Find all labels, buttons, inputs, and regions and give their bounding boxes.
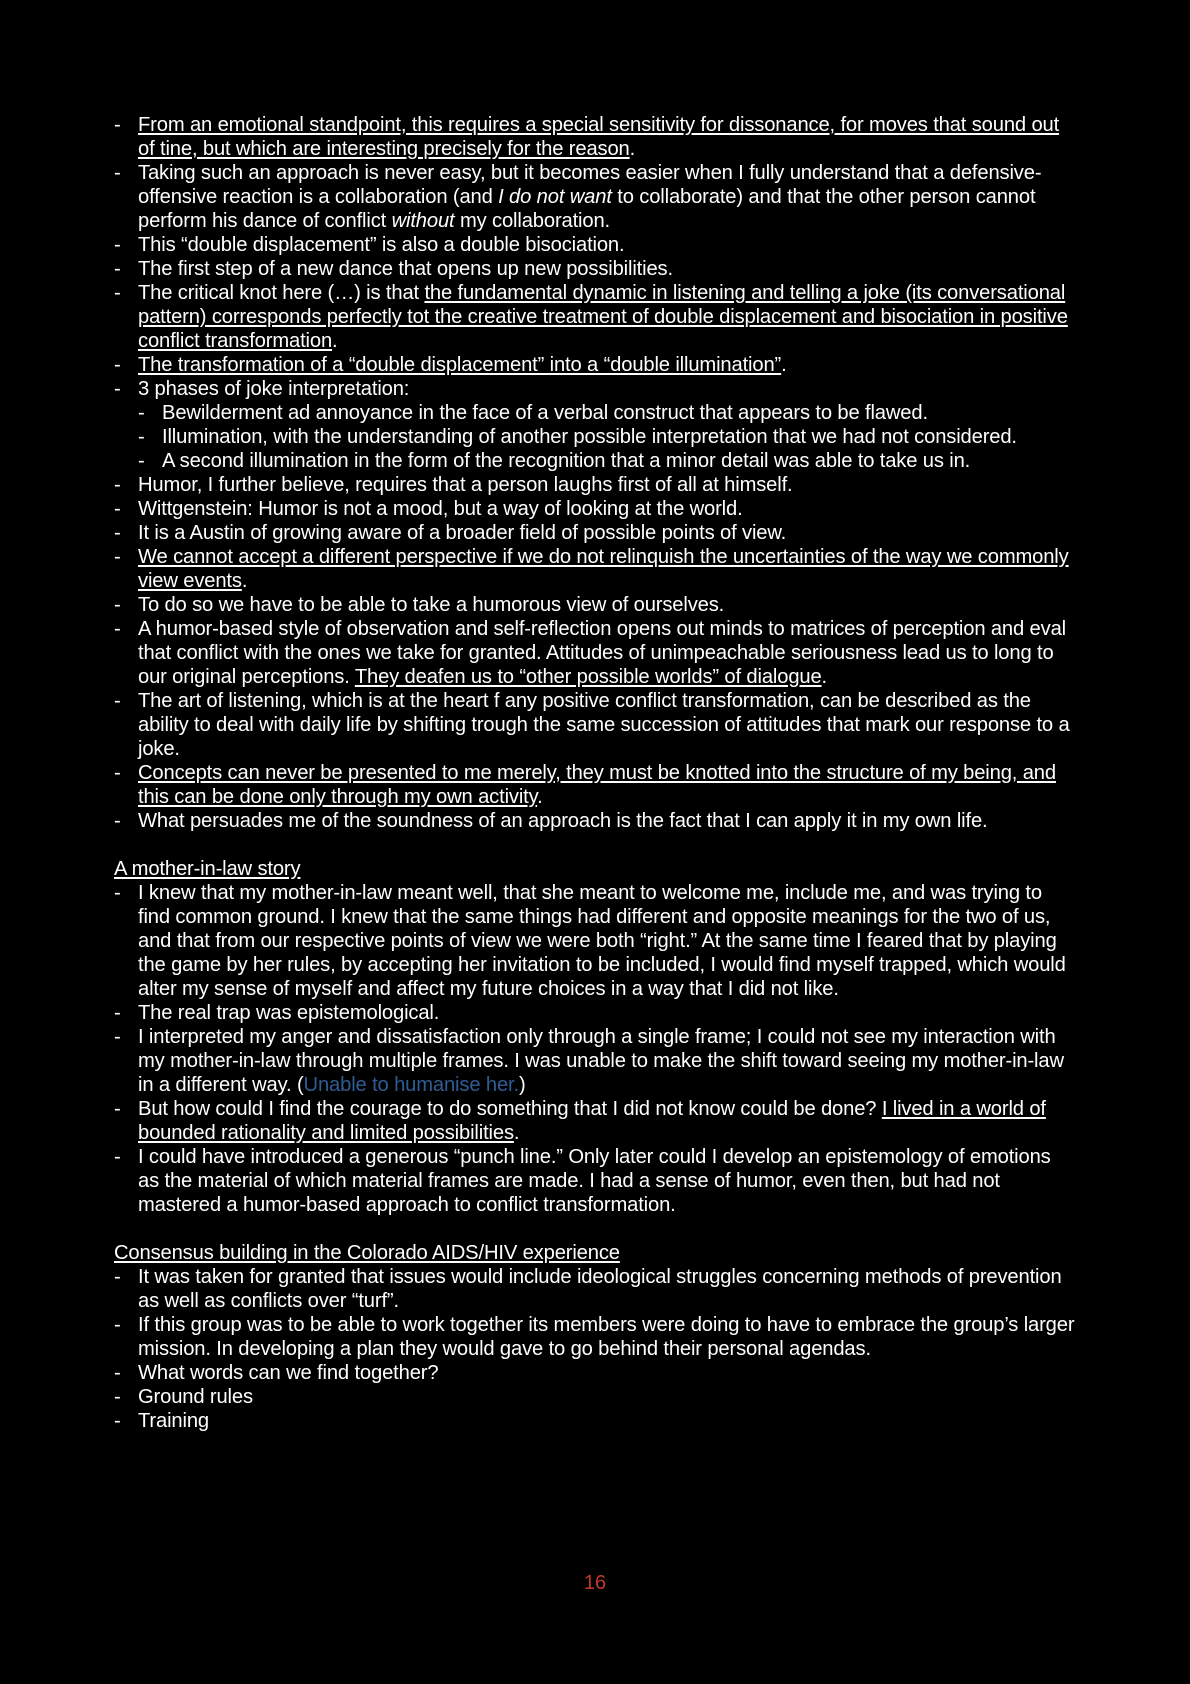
list-item (114, 377, 1076, 473)
list-item: - If this group was to be able to work together its members were doing to have to embrace the group’s larger mission. In developing a plan they would gave to go behind their personal agendas. (114, 1313, 1076, 1361)
underlined-text: I lived in a world of bounded rationality and limited possibilities (138, 1098, 1046, 1144)
list-item (114, 761, 1076, 809)
text: . (821, 666, 828, 688)
text: The first step of a new dance that opens up new possibilities. (138, 258, 673, 280)
list-item (114, 521, 1076, 545)
text: The art of listening, which is at the heart f any positive conflict transformation, can be described as the ability to deal with daily life by shifting trough the same succession of attitudes that mark our response to a joke. (138, 690, 1070, 760)
list-item (114, 1097, 1076, 1145)
sub-list-item: - Illumination, with the understanding of another possible interpretation that we had not considered. (138, 425, 1076, 449)
section2-list (114, 881, 1076, 1217)
text: to collaborate) and that the other person cannot perform his dance of conflict (138, 186, 1036, 232)
text: ) (518, 1074, 526, 1096)
underlined-text: From an emotional standpoint, this requires a special sensitivity for dissonance, for moves that sound out of tine, but which are interesting precisely for the reason (138, 114, 1060, 160)
text: What persuades me of the soundness of an approach is the fact that I can apply it in my own life. (138, 810, 988, 832)
document-page (114, 113, 1076, 1433)
list-item: - What words can we find together? (114, 1361, 1076, 1385)
list-item (114, 473, 1076, 497)
underlined-text: We cannot accept a different perspective if we do not relinquish the uncertainties of the way we commonly view events (138, 546, 1069, 592)
text: . (537, 786, 543, 808)
list-item (114, 233, 1076, 257)
list-item (114, 545, 1076, 593)
text: Taking such an approach is never easy, but it becomes easier when I fully understand that a defensive-offensive reaction is a collaboration (and (138, 162, 1042, 208)
list-item (114, 1145, 1076, 1217)
list-item (114, 113, 1076, 161)
list-item: - It was taken for granted that issues would include ideological struggles concerning methods of prevention as well as conflicts over “turf”. (114, 1265, 1076, 1313)
sub-list (114, 401, 1076, 473)
list-item (114, 617, 1076, 689)
annotation-note: Unable to humanise her. (303, 1074, 519, 1096)
list-item (114, 689, 1076, 761)
text: The critical knot here (…) is that (138, 282, 425, 304)
list-item (114, 809, 1076, 833)
section3-list (114, 1265, 1076, 1433)
section-heading: Consensus building in the Colorado AIDS/HIV experience (114, 1242, 620, 1264)
italic-text: I do not want (498, 186, 612, 208)
underlined-text: the fundamental dynamic in listening and telling a joke (its conversational pattern) corresponds perfectly tot the creative treatment of double displacement and bisociation in positive conflict transformation (138, 282, 1068, 352)
text: To do so we have to be able to take a humorous view of ourselves. (138, 594, 725, 616)
section-heading: A mother-in-law story (114, 858, 301, 880)
text: . (241, 570, 248, 592)
section1-list (114, 113, 1076, 833)
text: This “double displacement” is also a double bisociation. (138, 234, 625, 256)
list-item (114, 1001, 1076, 1025)
text: Wittgenstein: Humor is not a mood, but a way of looking at the world. (138, 498, 743, 520)
list-item: - Ground rules (114, 1385, 1076, 1409)
text: I knew that my mother-in-law meant well, that she meant to welcome me, include me, and was trying to find common ground. I knew that the same things had different and opposite meanings for the two of us, and that from our respective points of view we were both “right.” At the same time I feared that by playing the game by her rules, by accepting her invitation to be included, I would find myself trapped, which would alter my sense of myself and affect my future choices in a way that I did not like. (138, 882, 1066, 1000)
text: I could have introduced a generous “punch line.” Only later could I develop an epistemology of emotions as the material of which material frames are made. I had a sense of humor, even then, but had not mastered a humor-based approach to conflict transformation. (138, 1146, 1051, 1216)
text: But how could I find the courage to do something that I did not know could be done? (138, 1098, 882, 1120)
page-number: 16 (583, 1572, 607, 1594)
list-item (114, 281, 1076, 353)
list-item (114, 353, 1076, 377)
list-item: - Training (114, 1409, 1076, 1433)
list-item (114, 593, 1076, 617)
underlined-text: They deafen us to “other possible worlds” of dialogue (354, 666, 822, 688)
text: It is a Austin of growing aware of a broader field of possible points of view. (138, 522, 787, 544)
text: The real trap was epistemological. (138, 1002, 440, 1024)
list-item (114, 881, 1076, 1001)
text: A humor-based style of observation and self-reflection opens out minds to matrices of perception and eval that conflict with the ones we take for granted. Attitudes of unimpeachable seriousness lead us to long to our original perceptions. (138, 618, 1066, 688)
text: 3 phases of joke interpretation: (138, 378, 410, 400)
italic-text: without (391, 210, 455, 232)
list-item (114, 497, 1076, 521)
text: . (781, 354, 787, 376)
spacer (114, 833, 1076, 857)
list-item (114, 1025, 1076, 1097)
underlined-text: The transformation of a “double displacement” into a “double illumination” (138, 354, 782, 376)
spacer (114, 1217, 1076, 1241)
text: Humor, I further believe, requires that a person laughs first of all at himself. (138, 474, 793, 496)
text: I interpreted my anger and dissatisfaction only through a single frame; I could not see my interaction with my mother-in-law through multiple frames. I was unable to make the shift toward seeing my mother-in-law in a different way. ( (138, 1026, 1064, 1096)
list-item (114, 161, 1076, 233)
underlined-text: Concepts can never be presented to me merely, they must be knotted into the structure of my being, and this can be done only through my own activity (138, 762, 1056, 808)
list-item (114, 257, 1076, 281)
text: . (629, 138, 636, 160)
sub-list-item: - Bewilderment ad annoyance in the face of a verbal construct that appears to be flawed. (138, 401, 1076, 425)
text: my collaboration. (454, 210, 611, 232)
sub-list-item: - A second illumination in the form of the recognition that a minor detail was able to take us in. (138, 449, 1076, 473)
text: . (332, 330, 338, 352)
text: . (513, 1122, 520, 1144)
